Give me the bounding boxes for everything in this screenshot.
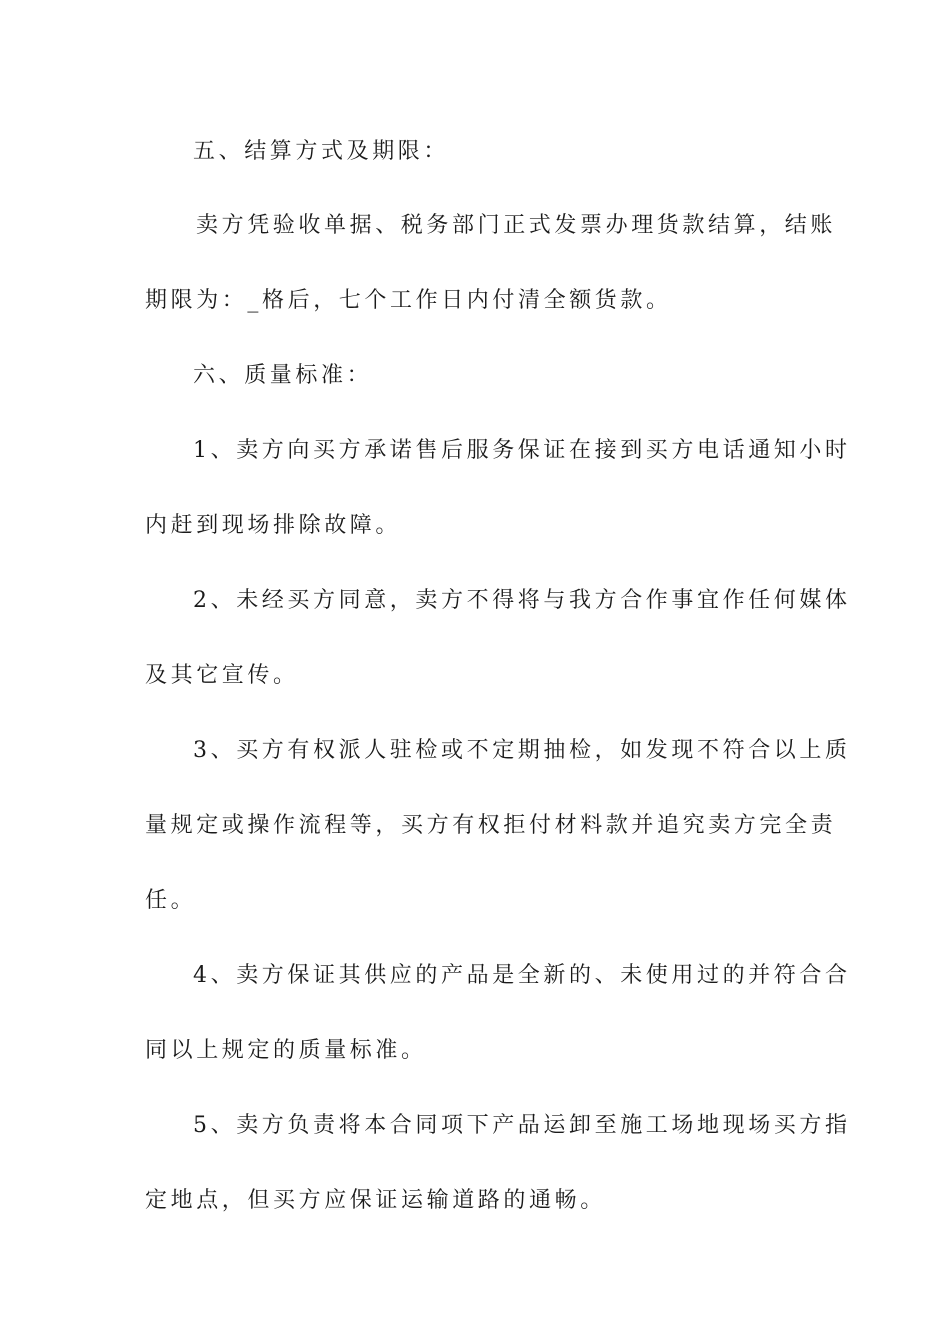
item-3-line-1: 3、买方有权派人驻检或不定期抽检，如发现不符合以上质 xyxy=(193,738,851,763)
item-2-line-2: 及其它宣传。 xyxy=(145,663,299,688)
section-5-paragraph-line-2: 期限为：_格后，七个工作日内付清全额货款。 xyxy=(145,288,672,313)
item-2-line-1: 2、未经买方同意，卖方不得将与我方合作事宜作任何媒体 xyxy=(193,588,851,613)
section-5-heading: 五、结算方式及期限： xyxy=(193,139,450,164)
item-3-line-2: 量规定或操作流程等，买方有权拒付材料款并追究卖方完全责 xyxy=(145,813,837,838)
item-4-line-1: 4、卖方保证其供应的产品是全新的、未使用过的并符合合 xyxy=(193,963,851,988)
section-6-heading: 六、质量标准： xyxy=(193,363,373,388)
item-1-line-1: 1、卖方向买方承诺售后服务保证在接到买方电话通知小时 xyxy=(193,438,851,463)
item-5-line-1: 5、卖方负责将本合同项下产品运卸至施工场地现场买方指 xyxy=(193,1113,851,1138)
item-5-line-2: 定地点，但买方应保证运输道路的通畅。 xyxy=(145,1188,606,1213)
section-5-paragraph-line-1: 卖方凭验收单据、税务部门正式发票办理货款结算，结账 xyxy=(196,213,837,238)
item-4-line-2: 同以上规定的质量标准。 xyxy=(145,1038,427,1063)
item-3-line-3: 任。 xyxy=(145,888,197,913)
item-1-line-2: 内赶到现场排除故障。 xyxy=(145,513,402,538)
